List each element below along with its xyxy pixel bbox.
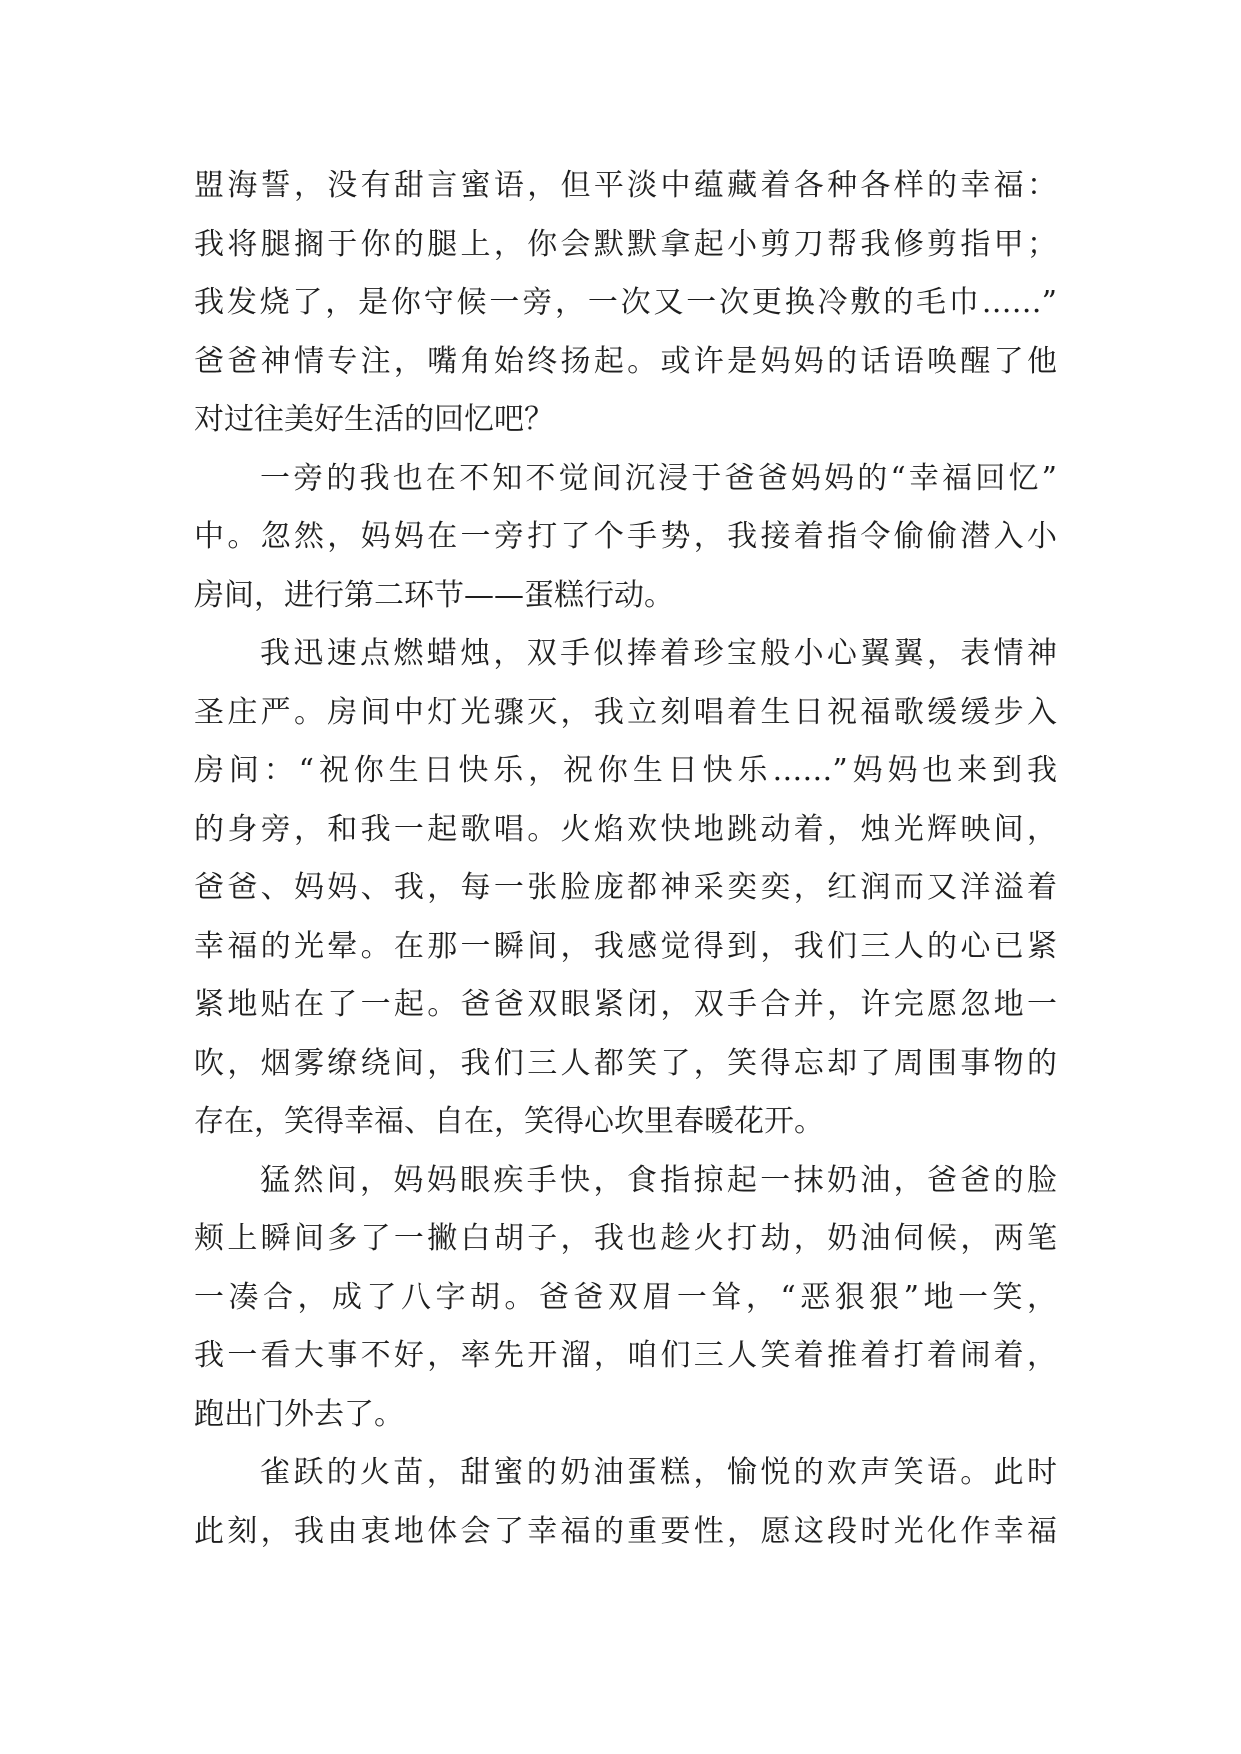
text-line: 的身旁，和我一起歌唱。火焰欢快地跳动着，烛光辉映间， xyxy=(194,811,1057,847)
text-line: 对过往美好生活的回忆吧？ xyxy=(194,402,554,437)
text-line: 圣庄严。房间中灯光骤灭，我立刻唱着生日祝福歌缓缓步入 xyxy=(194,694,1057,730)
text-line: 房间：“祝你生日快乐，祝你生日快乐……”妈妈也来到我 xyxy=(194,753,1057,788)
text-line: 房间，进行第二环节——蛋糕行动。 xyxy=(194,577,674,613)
text-line: 紧地贴在了一起。爸爸双眼紧闭，双手合并，许完愿忽地一 xyxy=(194,987,1057,1022)
body-text xyxy=(194,157,1057,1561)
text-line: 我迅速点燃蜡烛，双手似捧着珍宝般小心翼翼，表情神 xyxy=(260,636,1057,671)
text-line: 一凑合，成了八字胡。爸爸双眉一耸，“恶狠狠”地一笑， xyxy=(194,1279,1057,1315)
text-line: 爸爸神情专注，嘴角始终扬起。或许是妈妈的话语唤醒了他 xyxy=(194,343,1057,379)
paragraph-5 xyxy=(194,1444,1057,1561)
text-line: 我将腿搁于你的腿上，你会默默拿起小剪刀帮我修剪指甲； xyxy=(194,226,1057,262)
text-line: 跑出门外去了。 xyxy=(194,1396,404,1432)
text-line: 雀跃的火苗，甜蜜的奶油蛋糕，愉悦的欢声笑语。此时 xyxy=(260,1455,1057,1490)
text-line: 我一看大事不好，率先开溜，咱们三人笑着推着打着闹着， xyxy=(194,1338,1057,1373)
text-line: 一旁的我也在不知不觉间沉浸于爸爸妈妈的“幸福回忆” xyxy=(260,460,1057,496)
text-line: 猛然间，妈妈眼疾手快，食指掠起一抹奶油，爸爸的脸 xyxy=(260,1162,1057,1198)
text-line: 幸福的光晕。在那一瞬间，我感觉得到，我们三人的心已紧 xyxy=(194,928,1057,964)
text-line: 我发烧了，是你守候一旁，一次又一次更换冷敷的毛巾……” xyxy=(194,285,1057,320)
paragraph-1 xyxy=(194,157,1057,450)
text-line: 颊上瞬间多了一撇白胡子，我也趁火打劫，奶油伺候，两笔 xyxy=(194,1221,1057,1256)
text-line: 中。忽然，妈妈在一旁打了个手势，我接着指令偷偷潜入小 xyxy=(194,519,1057,554)
paragraph-3 xyxy=(194,625,1057,1152)
text-line: 此刻，我由衷地体会了幸福的重要性，愿这段时光化作幸福 xyxy=(194,1513,1057,1549)
text-line: 存在，笑得幸福、自在，笑得心坎里春暖花开。 xyxy=(194,1104,824,1139)
paragraph-2 xyxy=(194,450,1057,626)
text-line: 爸爸、妈妈、我，每一张脸庞都神采奕奕，红润而又洋溢着 xyxy=(194,870,1057,905)
paragraph-4 xyxy=(194,1152,1057,1445)
text-line: 吹，烟雾缭绕间，我们三人都笑了，笑得忘却了周围事物的 xyxy=(194,1045,1057,1081)
text-line: 盟海誓，没有甜言蜜语，但平淡中蕴藏着各种各样的幸福： xyxy=(194,168,1057,203)
